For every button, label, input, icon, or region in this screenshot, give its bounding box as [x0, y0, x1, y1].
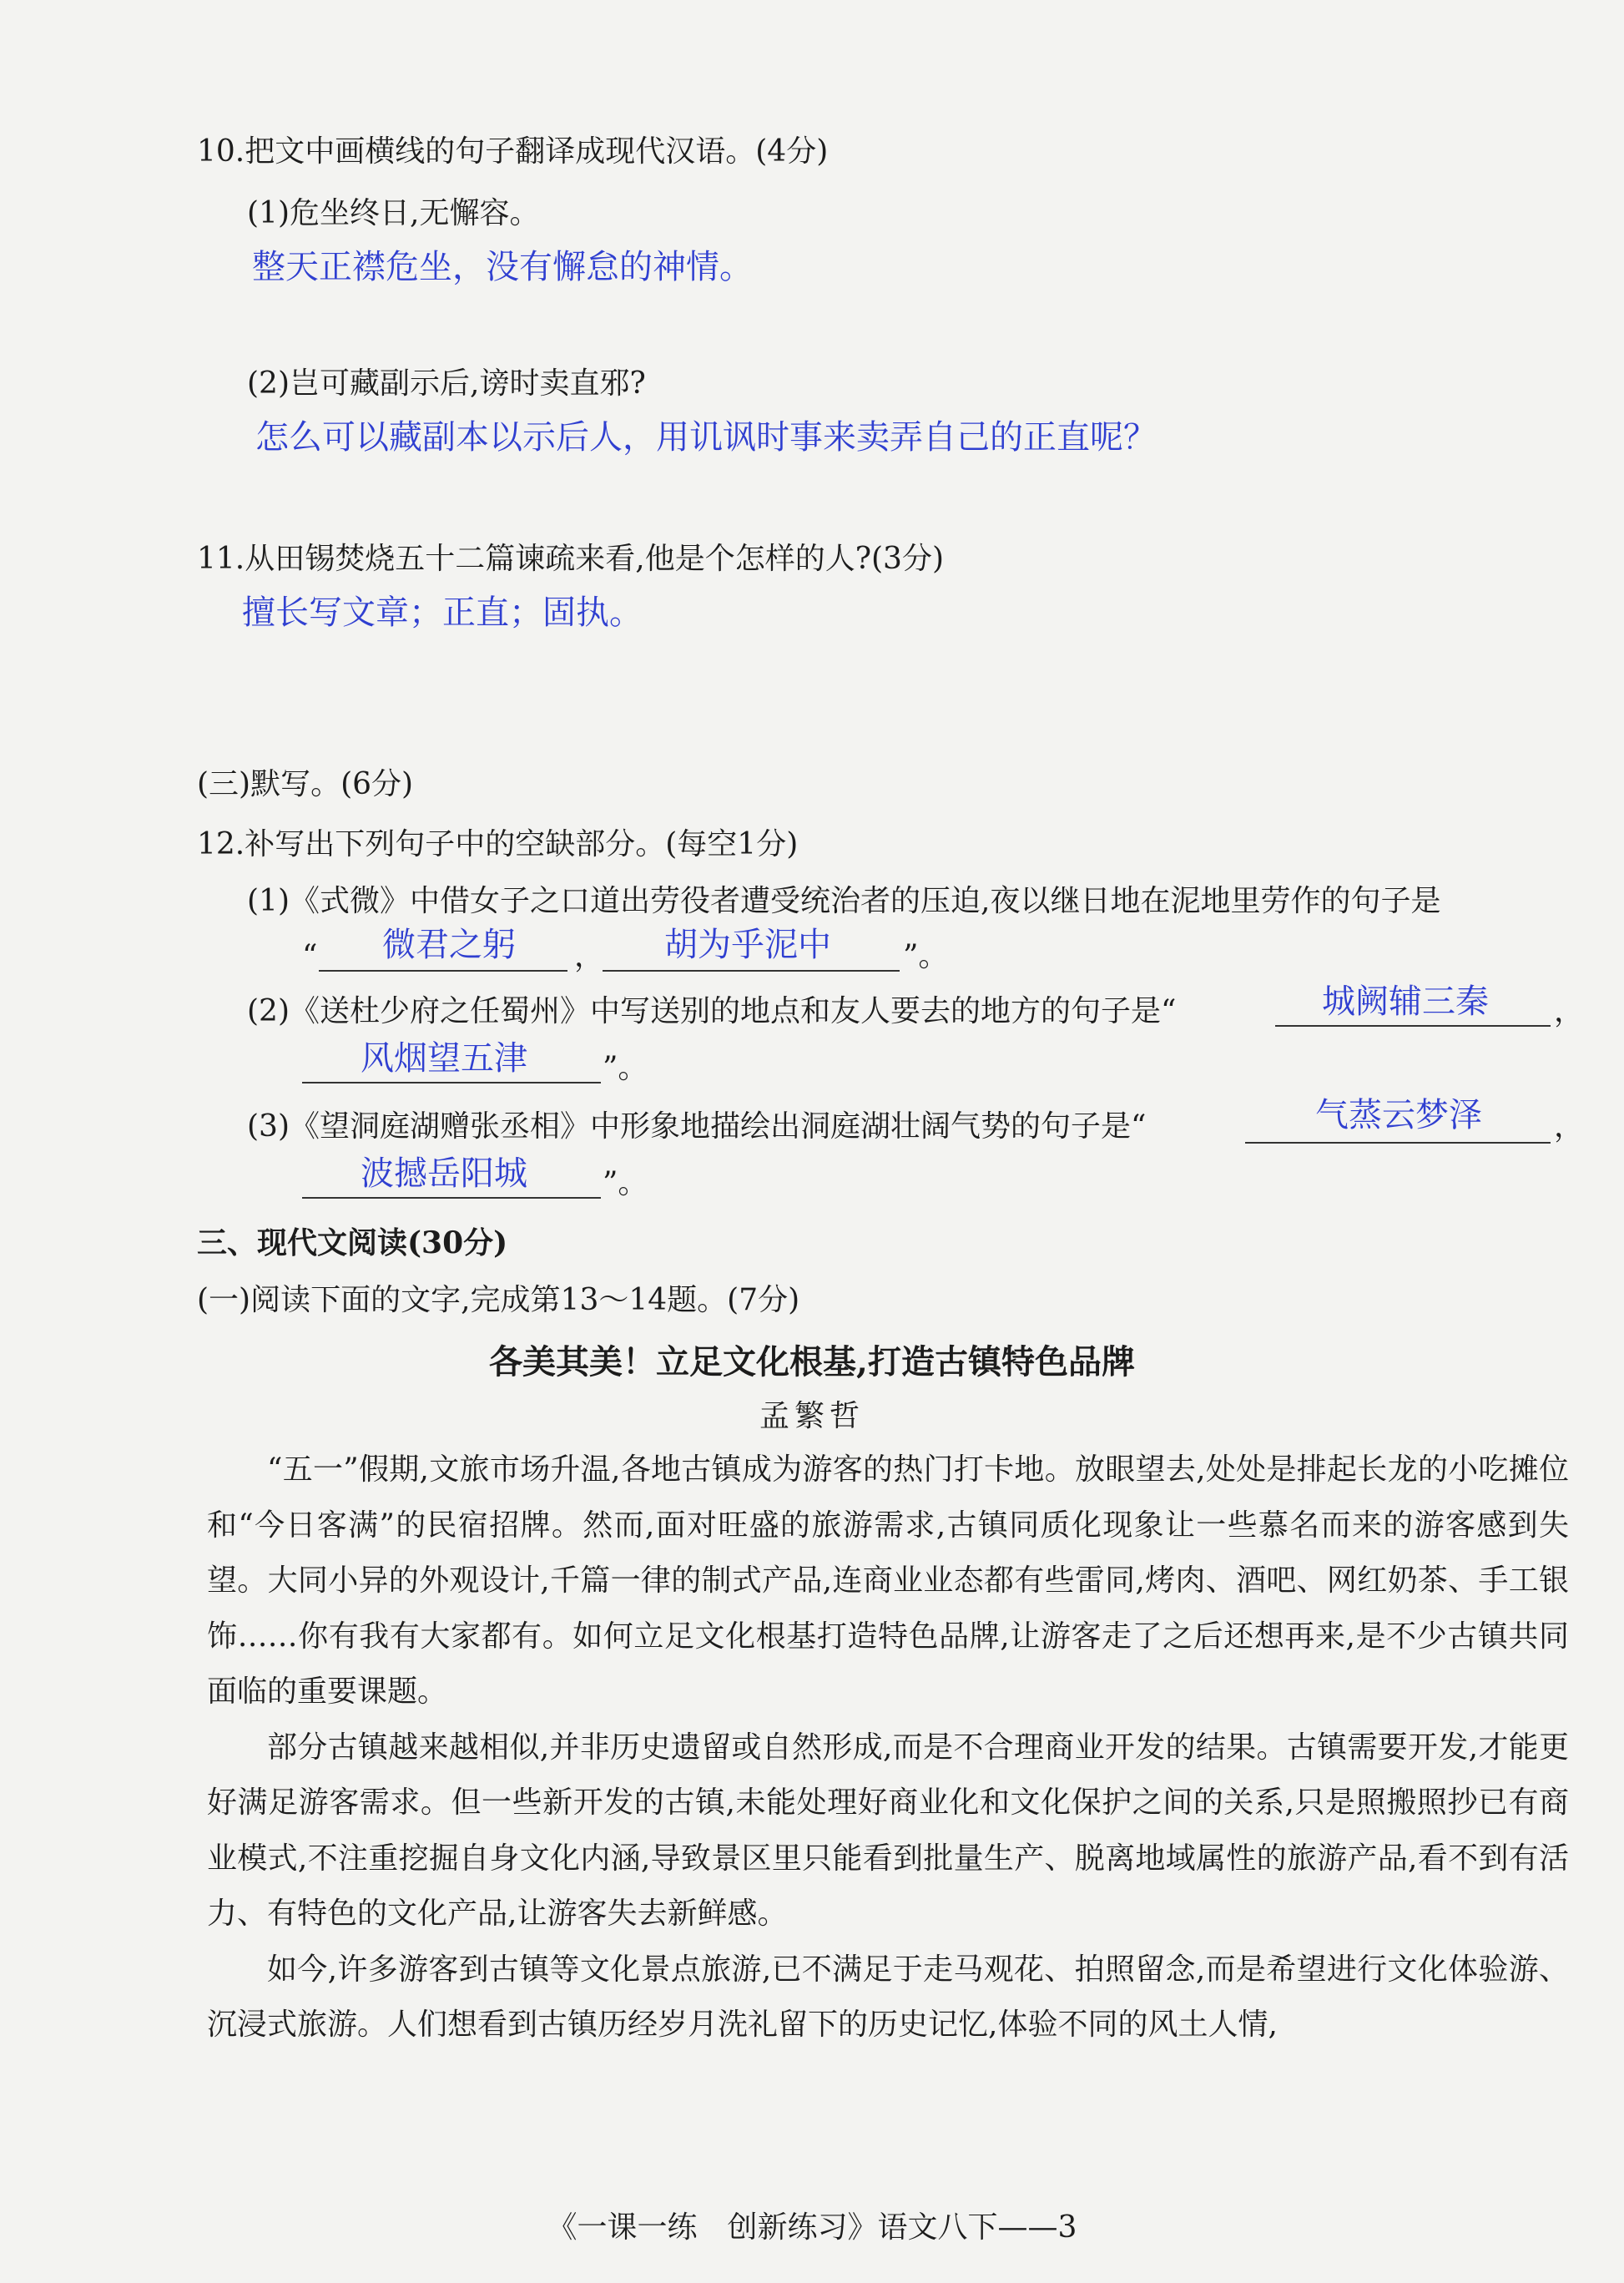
page-footer: 《一课一练 创新练习》语文八下——3 — [547, 2210, 1077, 2245]
q12-item-1: (1)《式微》中借女子之口道出劳役者遭受统治者的压迫,夜以继日地在泥地里劳作的句子是 — [247, 884, 1441, 918]
article-paragraph-2: 部分古镇越来越相似,并非历史遗留或自然形成,而是不合理商业开发的结果。古镇需要开发,才能更好满足游客需求。但一些新开发的古镇,未能处理好商业化和文化保护之间的关系,只是照搬照抄已有商业模式,不注重挖掘自身文化内涵,导致景区里只能看到批量生产、脱离地域属性的旅游产品,看不到有活力、有特色的文化产品,让游客失去新鲜感。 — [207, 1730, 1569, 1931]
q10-sentence-1: (1)危坐终日,无懈容。 — [247, 196, 540, 230]
q12-item-1-comma: ， — [574, 939, 605, 973]
q12-item-1-answer-2: 胡为乎泥中 — [664, 926, 831, 964]
q12-item-2-close-quote: ”。 — [603, 1051, 648, 1085]
q12-stem: 12.补写出下列句子中的空缺部分。(每空1分) — [197, 827, 799, 861]
q12-item-2-comma: ， — [1554, 994, 1585, 1028]
q12-item-2-answer-1: 城阙辅三秦 — [1322, 982, 1489, 1021]
part-3-heading: 三、现代文阅读(30分) — [197, 1225, 508, 1260]
q12-item-3-answer-2: 波撼岳阳城 — [361, 1154, 527, 1193]
q10-answer-1: 整天正襟危坐，没有懈怠的神情。 — [252, 248, 753, 286]
article-paragraph-1: “五一”假期,文旅市场升温,各地古镇成为游客的热门打卡地。放眼望去,处处是排起长龙的小吃摊位和“今日客满”的民宿招牌。然而,面对旺盛的旅游需求,古镇同质化现象让一些慕名而来的游客感到失望。大同小异的外观设计,千篇一律的制式产品,连商业业态都有些雷同,烤肉、酒吧、网红奶茶、手工银饰……你有我有大家都有。如何立足文化根基打造特色品牌,让游客走了之后还想再来,是不少古镇共同面临的重要课题。 — [207, 1452, 1569, 1709]
part-3-subheading: (一)阅读下面的文字,完成第13～14题。(7分) — [197, 1283, 800, 1317]
q11-stem: 11.从田锡焚烧五十二篇谏疏来看,他是个怎样的人?(3分) — [197, 542, 944, 576]
q12-item-3-answer-1: 气蒸云梦泽 — [1315, 1096, 1482, 1134]
article-author: 孟繁哲 — [759, 1399, 865, 1433]
article-body — [207, 1442, 1569, 2053]
q12-item-3-close-quote: ”。 — [603, 1166, 648, 1200]
article-title: 各美其美！立足文化根基,打造古镇特色品牌 — [489, 1342, 1135, 1381]
q12-item-1-open-quote: “ — [302, 939, 318, 973]
q12-item-1-answer-1: 微君之躬 — [382, 926, 516, 964]
q10-stem: 10.把文中画横线的句子翻译成现代汉语。(4分) — [197, 134, 829, 169]
q12-item-2: (2)《送杜少府之任蜀州》中写送别的地点和友人要去的地方的句子是“ — [247, 994, 1177, 1028]
q12-item-1-close-quote: ”。 — [903, 939, 949, 973]
article-paragraph-3: 如今,许多游客到古镇等文化景点旅游,已不满足于走马观花、拍照留念,而是希望进行文化体验游、沉浸式旅游。人们想看到古镇历经岁月洗礼留下的历史记忆,体验不同的风土人情, — [207, 1952, 1569, 2042]
q12-item-2-answer-2: 风烟望五津 — [361, 1039, 527, 1078]
q12-item-3: (3)《望洞庭湖赠张丞相》中形象地描绘出洞庭湖壮阔气势的句子是“ — [247, 1109, 1147, 1144]
section-3-heading: (三)默写。(6分) — [197, 767, 414, 801]
q10-sentence-2: (2)岂可藏副示后,谤时卖直邪? — [247, 366, 646, 401]
q10-answer-2: 怎么可以藏副本以示后人，用讥讽时事来卖弄自己的正直呢？ — [255, 418, 1157, 457]
q11-answer: 擅长写文章；正直；固执。 — [242, 593, 643, 632]
q12-item-3-comma: ， — [1554, 1109, 1585, 1144]
